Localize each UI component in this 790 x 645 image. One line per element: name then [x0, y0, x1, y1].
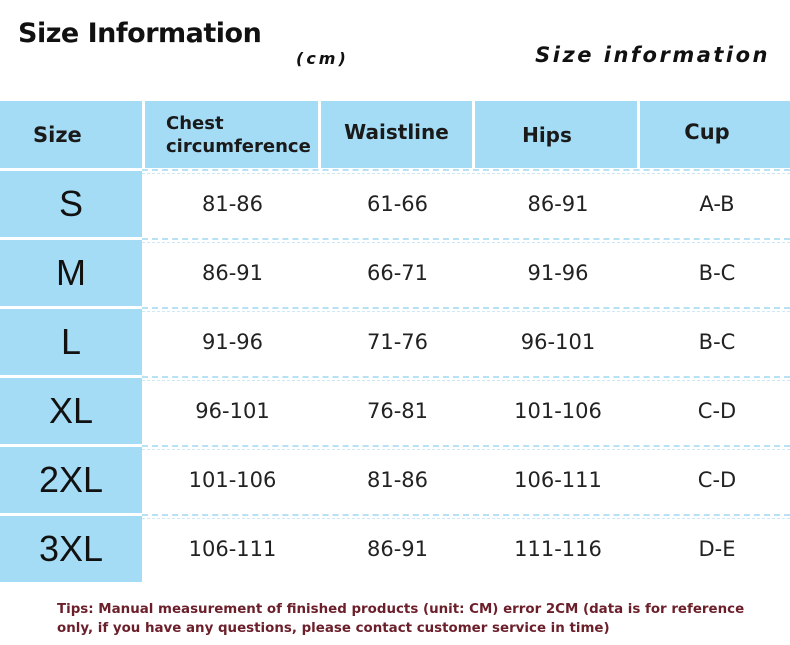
cup-cell: C-D [697, 468, 737, 492]
waist-cell: 66-71 [366, 261, 429, 285]
cup-cell: D-E [698, 537, 736, 561]
cup-cell: B-C [698, 261, 736, 285]
waist-cell: 86-91 [366, 537, 429, 561]
size-cell: XL [0, 378, 142, 444]
header-chest-label: Chest circumference [166, 112, 311, 157]
hips-cell: 111-116 [514, 537, 602, 561]
table-row [0, 309, 790, 375]
cup-cell: B-C [698, 330, 736, 354]
table-row [0, 516, 790, 582]
waist-cell: 71-76 [366, 330, 429, 354]
english-title: Size information [535, 43, 770, 67]
waist-cell: 81-86 [366, 468, 429, 492]
hips-cell: 101-106 [514, 399, 602, 423]
chest-cell: 86-91 [201, 261, 264, 285]
table-row [0, 171, 790, 237]
table-header [0, 101, 790, 168]
table-row [0, 378, 790, 444]
header-size: Size [0, 101, 142, 168]
table-row [0, 447, 790, 513]
chest-cell: 91-96 [201, 330, 264, 354]
chest-cell: 96-101 [195, 399, 270, 423]
hips-cell: 86-91 [527, 192, 589, 216]
cup-cell: C-D [697, 399, 737, 423]
size-cell: S [0, 171, 142, 237]
size-cell: M [0, 240, 142, 306]
hips-cell: 91-96 [527, 261, 589, 285]
header-waistline: Waistline [321, 101, 472, 168]
tips-note: Tips: Manual measurement of finished products (unit: CM) error 2CM (data is for reference only, if you have any questions, please contact customer service in time) [57, 602, 745, 636]
table-row [0, 240, 790, 306]
hips-cell: 106-111 [514, 468, 602, 492]
chest-cell: 106-111 [188, 537, 277, 561]
waist-cell: 61-66 [366, 192, 429, 216]
size-table [0, 101, 790, 582]
waist-cell: 76-81 [366, 399, 429, 423]
chest-cell: 81-86 [201, 192, 264, 216]
hips-cell: 96-101 [520, 330, 596, 354]
header-chest [145, 101, 318, 168]
chest-cell: 101-106 [188, 468, 277, 492]
size-cell: L [0, 309, 142, 375]
unit-label: (cm) [296, 49, 349, 68]
header-hips: Hips [475, 101, 637, 168]
header-cup: Cup [640, 101, 790, 168]
cup-cell: A-B [699, 192, 735, 216]
size-cell: 3XL [0, 516, 142, 582]
page-title: Size Information [18, 18, 262, 49]
size-cell: 2XL [0, 447, 142, 513]
